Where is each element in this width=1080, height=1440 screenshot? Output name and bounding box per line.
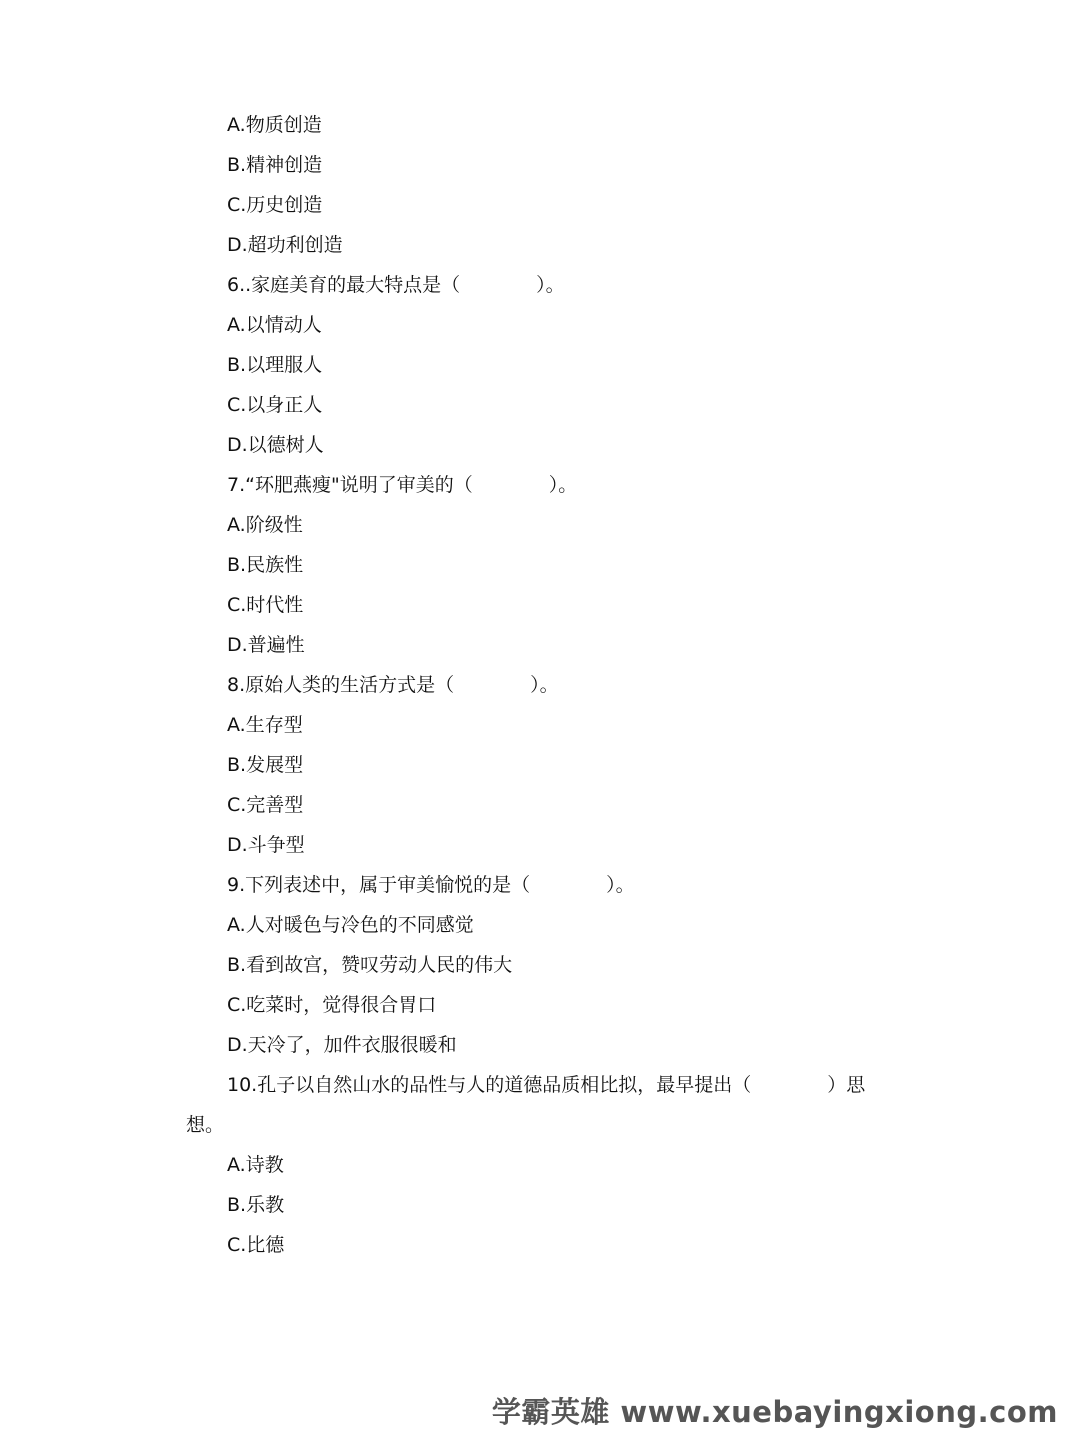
option-8a: A.生存型 (227, 714, 303, 736)
option-8d: D.斗争型 (227, 834, 305, 856)
option-5c: C.历史创造 (227, 194, 323, 216)
option-7b: B.民族性 (227, 554, 304, 576)
option-6c: C.以身正人 (227, 394, 323, 416)
option-6a: A.以情动人 (227, 314, 322, 336)
question-7: 7.“环肥燕瘦"说明了审美的（ ）。 (227, 474, 578, 496)
option-5d: D.超功利创造 (227, 234, 343, 256)
option-8b: B.发展型 (227, 754, 304, 776)
option-9c: C.吃菜时，觉得很合胃口 (227, 994, 437, 1016)
option-6b: B.以理服人 (227, 354, 323, 376)
question-10-wrap: 想。 (186, 1114, 225, 1136)
question-6: 6..家庭美育的最大特点是（ ）。 (227, 274, 565, 296)
site-watermark: 学霸英雄 www.xuebayingxiong.com (491, 1395, 1058, 1429)
option-6d: D.以德树人 (227, 434, 324, 456)
question-9: 9.下列表述中，属于审美愉悦的是（ ）。 (227, 874, 635, 896)
option-10b: B.乐教 (227, 1194, 285, 1216)
option-7d: D.普遍性 (227, 634, 305, 656)
option-10c: C.比德 (227, 1234, 285, 1256)
option-9a: A.人对暖色与冷色的不同感觉 (227, 914, 474, 936)
question-10: 10.孔子以自然山水的品性与人的道德品质相比拟，最早提出（ ）思 (227, 1074, 866, 1096)
option-9d: D.天冷了，加件衣服很暖和 (227, 1034, 457, 1056)
option-5b: B.精神创造 (227, 154, 323, 176)
option-5a: A.物质创造 (227, 114, 322, 136)
question-8: 8.原始人类的生活方式是（ ）。 (227, 674, 559, 696)
option-7a: A.阶级性 (227, 514, 303, 536)
option-10a: A.诗教 (227, 1154, 284, 1176)
option-8c: C.完善型 (227, 794, 304, 816)
option-9b: B.看到故宫，赞叹劳动人民的伟大 (227, 954, 513, 976)
option-7c: C.时代性 (227, 594, 304, 616)
